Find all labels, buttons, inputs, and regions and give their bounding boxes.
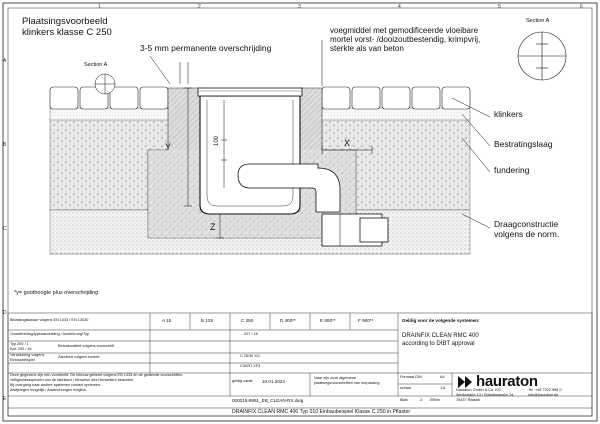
sealant-line-3: sterkte als van beton <box>330 44 404 54</box>
edge-mark-side-e: E <box>3 396 7 402</box>
type-label: Gootafmeting/typeaanduiding / Ausführung/Typ <box>10 332 90 336</box>
footnote: *y= goothoogte plus overschrijding <box>14 290 99 296</box>
layer-label-pavers: klinkers <box>494 109 523 119</box>
edge-mark-side-c: C <box>3 226 7 232</box>
type-value: 207 / 16 <box>244 332 258 336</box>
edge-mark-top-4: 4 <box>398 4 401 10</box>
section-a-left-marker <box>95 74 115 94</box>
footer-title: DRAINFIX CLEAN RMC 400 Typ 010 Einbaubeispiel Klasse C 250 in Pflaster <box>232 409 411 415</box>
note-3: Bij overgang naar andere systemen contact opnemen. <box>10 383 102 387</box>
sealant-note <box>330 26 480 54</box>
row5-mid: Zandbed volgens bestek <box>58 355 100 359</box>
edge-mark-side-d: D <box>3 310 7 316</box>
date-value: 10.01.2024 <box>262 379 285 384</box>
dimension-x: X <box>344 138 351 148</box>
company-line-2: Werkstraße 13 / Ständerstraße 24 <box>456 393 514 397</box>
brand-logo-text: hauraton <box>476 373 538 390</box>
title-line-2: klinkers klasse C 250 <box>22 26 112 38</box>
drawing-title <box>22 17 112 39</box>
class-a15: A 15 <box>162 318 172 323</box>
class-d400: D 400** <box>280 318 296 323</box>
load-class-label: Belastingsklasse volgens EN 1433 / EN 13030 <box>10 318 89 322</box>
dimension-100: 100 <box>214 135 220 146</box>
edge-mark-side-a: A <box>3 58 7 64</box>
class-b125: B 125 <box>201 318 214 323</box>
edge-mark-top-1: 1 <box>98 4 101 10</box>
class-e600: E 600** <box>320 318 336 323</box>
format-label: Formaat DIN <box>400 375 422 379</box>
pavers-right <box>322 87 470 109</box>
row3-left-b: Kat. 200 / 16 <box>10 347 32 351</box>
row4-value: C 25/30 XG <box>240 354 260 358</box>
dimension-y: Y <box>165 142 172 152</box>
contact-mail: info@hauraton.de <box>528 393 559 397</box>
sheet-suffix: EB/lm <box>430 398 441 402</box>
edge-mark-side-b: B <box>3 142 7 148</box>
company-line-1: Hauraton GmbH & Co. KG <box>456 388 501 392</box>
note-right-2: plaatsingsvoorschriften van toepassing <box>314 381 380 385</box>
edge-mark-top-5: 5 <box>498 4 501 10</box>
format-value: A4 <box>440 375 445 379</box>
class-f900: F 900** <box>358 318 374 323</box>
contact-tel: Tel. +49 7222 958 0 <box>528 388 562 392</box>
row4-left-b: Einbaubeispiel <box>10 358 35 362</box>
row4-mid: Betonkwaliteit volgens voorschrift <box>58 344 115 348</box>
note-right-1: Naar zijn onze algemene <box>314 376 357 380</box>
note-1: Deze gegevens zijn een voorbeeld. De inbouw gebeurt volgens EN 1433 en de geldende voorschriften. <box>10 373 184 377</box>
row3-left-a: Typ 200 / 1 <box>10 342 29 346</box>
row4-left-a: Verankering volgens <box>10 353 45 357</box>
section-a-left-label: Section A <box>84 62 108 68</box>
edge-mark-top-2: 2 <box>198 4 201 10</box>
layer-label-bedding: Bestratingslaag <box>494 139 553 149</box>
scale-value: 1:6 <box>440 386 446 390</box>
scale-label: schaal <box>400 386 411 390</box>
title-line-1: Plaatsingsvoorbeeld <box>22 16 108 27</box>
channel-body <box>200 96 300 214</box>
row5-value: C30/37 XF3 <box>240 364 261 368</box>
layer-label-foundation: fundering <box>494 165 530 175</box>
sealant-line-2: mortel vorst- /dooizoutbestendig, krimpvrij, <box>330 35 481 45</box>
sheet-value: 3 <box>420 398 423 402</box>
section-a-right-label: Section A <box>526 18 550 24</box>
sheet-label: Blatt <box>400 398 408 402</box>
system-line-2: according to DIBT approval <box>402 341 475 347</box>
grate <box>198 88 302 96</box>
note-4: Afwijkingen mogelijk / Abweichungen möglich. <box>10 388 88 392</box>
edge-mark-top-6: 6 <box>580 4 583 10</box>
edge-mark-top-3: 3 <box>298 4 301 10</box>
system-line-1: DRAINFIX CLEAN RMC 400 <box>402 333 479 339</box>
company-line-3: 76437 Rastatt <box>456 398 480 402</box>
note-2: Veiligheidsaspecten van de fabrikant / Hinweise des Herstellers beachten. <box>10 378 135 382</box>
base-line-2: volgens de norm. <box>494 228 560 239</box>
sealant-line-1: voegmiddel met gemodificeerde vloeibare <box>330 26 479 35</box>
layer-label-base <box>494 220 559 240</box>
drawing-number: 000015-8861_EB_CLEAN-RX.dwg <box>232 398 304 403</box>
date-label: geldig vanaf <box>232 379 253 383</box>
dimension-z: Z <box>210 222 216 232</box>
base-line-1: Draagconstructie <box>494 219 559 229</box>
class-c250: C 250 <box>241 318 254 323</box>
permanent-overhang-label: 3-5 mm permanente overschrijding <box>140 43 272 53</box>
section-a-detail <box>518 32 566 80</box>
valid-for-label: Geldig voor de volgende systemen: <box>402 318 480 323</box>
